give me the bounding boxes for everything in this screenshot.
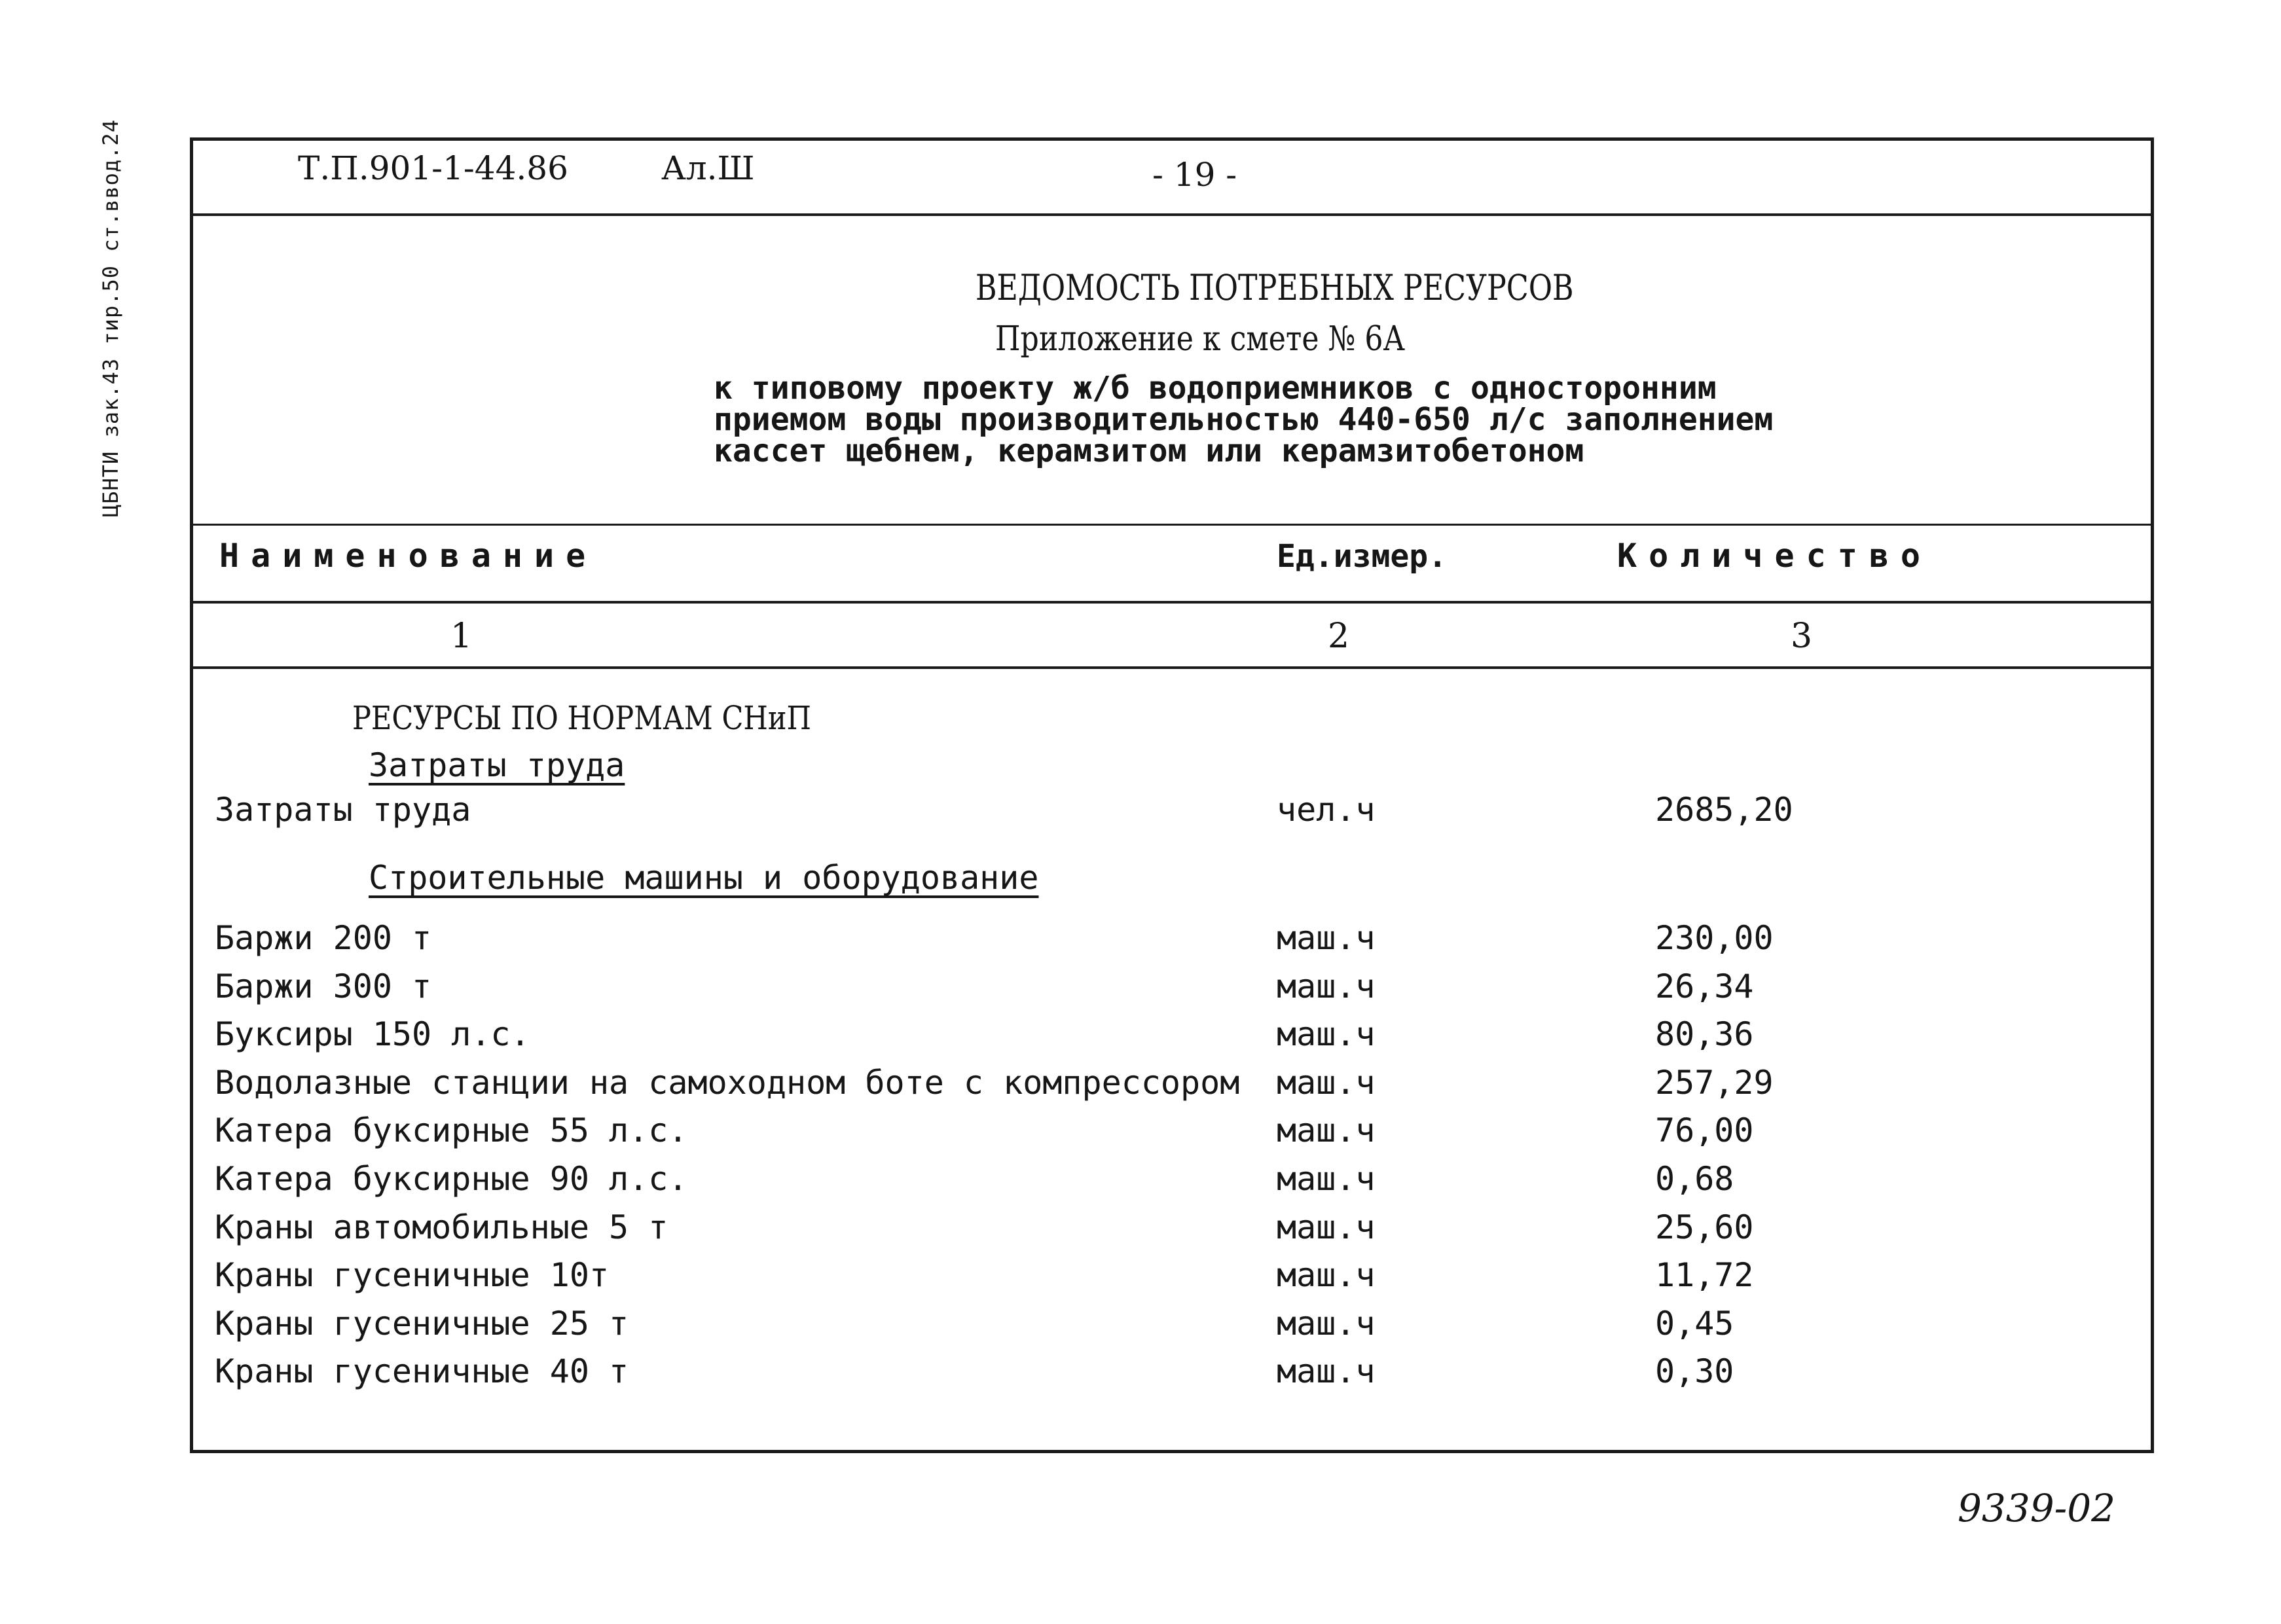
- table-row: [0, 1160, 2281, 1206]
- header-divider: [190, 213, 2154, 216]
- description-line-3: кассет щебнем, керамзитом или керамзитобетоном: [714, 433, 1584, 469]
- row-unit: маш.ч: [1277, 1111, 1376, 1150]
- row-qty: 11,72: [1655, 1256, 1754, 1295]
- machines-heading: Строительные машины и оборудование: [369, 859, 1039, 897]
- row-name: Краны гусеничные 40 т: [215, 1352, 629, 1391]
- row-unit: маш.ч: [1277, 1063, 1376, 1102]
- row-name: Катера буксирные 55 л.с.: [215, 1111, 688, 1150]
- row-unit: маш.ч: [1277, 1208, 1376, 1246]
- row-name: Краны автомобильные 5 т: [215, 1208, 668, 1246]
- row-name: Краны гусеничные 25 т: [215, 1304, 629, 1343]
- document-number: 9339-02: [1958, 1486, 2116, 1530]
- document-subtitle: Приложение к смете № 6А: [995, 319, 1406, 359]
- table-row: [0, 1064, 2281, 1110]
- side-stamp: ЦБНТИ зак.43 тир.50 ст.ввод.24: [98, 119, 123, 517]
- row-unit: маш.ч: [1277, 1304, 1376, 1343]
- row-name: Затраты труда: [215, 791, 471, 829]
- table-row: [0, 1352, 2281, 1398]
- row-unit: маш.ч: [1277, 1015, 1376, 1054]
- row-unit: маш.ч: [1277, 967, 1376, 1005]
- column-number-3: 3: [1791, 617, 1813, 656]
- album-label: Ал.Ш: [661, 149, 755, 187]
- row-name: Краны гусеничные 10т: [215, 1256, 610, 1295]
- column-header-name: Наименование: [219, 537, 598, 575]
- row-qty: 80,36: [1655, 1015, 1754, 1054]
- row-qty: 230,00: [1655, 919, 1774, 957]
- table-row: [0, 919, 2281, 965]
- column-header-rule: [190, 601, 2154, 604]
- table-top-rule: [190, 524, 2154, 526]
- row-unit: маш.ч: [1277, 1256, 1376, 1295]
- description-line-1: к типовому проекту ж/б водоприемников с односторонним: [714, 370, 1717, 406]
- table-row: [0, 1015, 2281, 1061]
- section-title: РЕСУРСЫ ПО НОРМАМ СНиП: [352, 699, 812, 737]
- row-name: Водолазные станции на самоходном боте с компрессором: [215, 1063, 1240, 1102]
- project-code: Т.П.901-1-44.86: [298, 149, 568, 187]
- row-unit: маш.ч: [1277, 1160, 1376, 1198]
- column-header-qty: Количество: [1617, 537, 1933, 575]
- column-number-2: 2: [1328, 617, 1350, 656]
- table-row: [0, 1256, 2281, 1302]
- table-row: [0, 1208, 2281, 1254]
- column-header-unit: Ед.измер.: [1277, 538, 1448, 575]
- row-qty: 2685,20: [1655, 791, 1793, 829]
- row-name: Баржи 200 т: [215, 919, 432, 957]
- row-qty: 0,30: [1655, 1352, 1734, 1391]
- row-qty: 76,00: [1655, 1111, 1754, 1150]
- table-row: [0, 1111, 2281, 1157]
- row-qty: 0,68: [1655, 1160, 1734, 1198]
- row-qty: 25,60: [1655, 1208, 1754, 1246]
- table-row: [0, 967, 2281, 1013]
- row-name: Буксиры 150 л.с.: [215, 1015, 530, 1054]
- labor-heading: Затраты труда: [369, 746, 625, 784]
- row-unit: маш.ч: [1277, 919, 1376, 957]
- column-number-1: 1: [450, 617, 473, 656]
- table-row: [0, 1305, 2281, 1350]
- row-unit: маш.ч: [1277, 1352, 1376, 1391]
- column-number-rule: [190, 666, 2154, 669]
- row-name: Катера буксирные 90 л.с.: [215, 1160, 688, 1198]
- description-line-2: приемом воды производительностью 440-650 л/с заполнением: [714, 401, 1774, 438]
- row-qty: 0,45: [1655, 1304, 1734, 1343]
- row-qty: 26,34: [1655, 967, 1754, 1005]
- page-number: - 19 -: [1152, 156, 1237, 194]
- table-row-labor: [0, 791, 2281, 837]
- row-qty: 257,29: [1655, 1063, 1774, 1102]
- row-unit: чел.ч: [1277, 791, 1376, 829]
- document-title: ВЕДОМОСТЬ ПОТРЕБНЫХ РЕСУРСОВ: [976, 267, 1574, 308]
- row-name: Баржи 300 т: [215, 967, 432, 1005]
